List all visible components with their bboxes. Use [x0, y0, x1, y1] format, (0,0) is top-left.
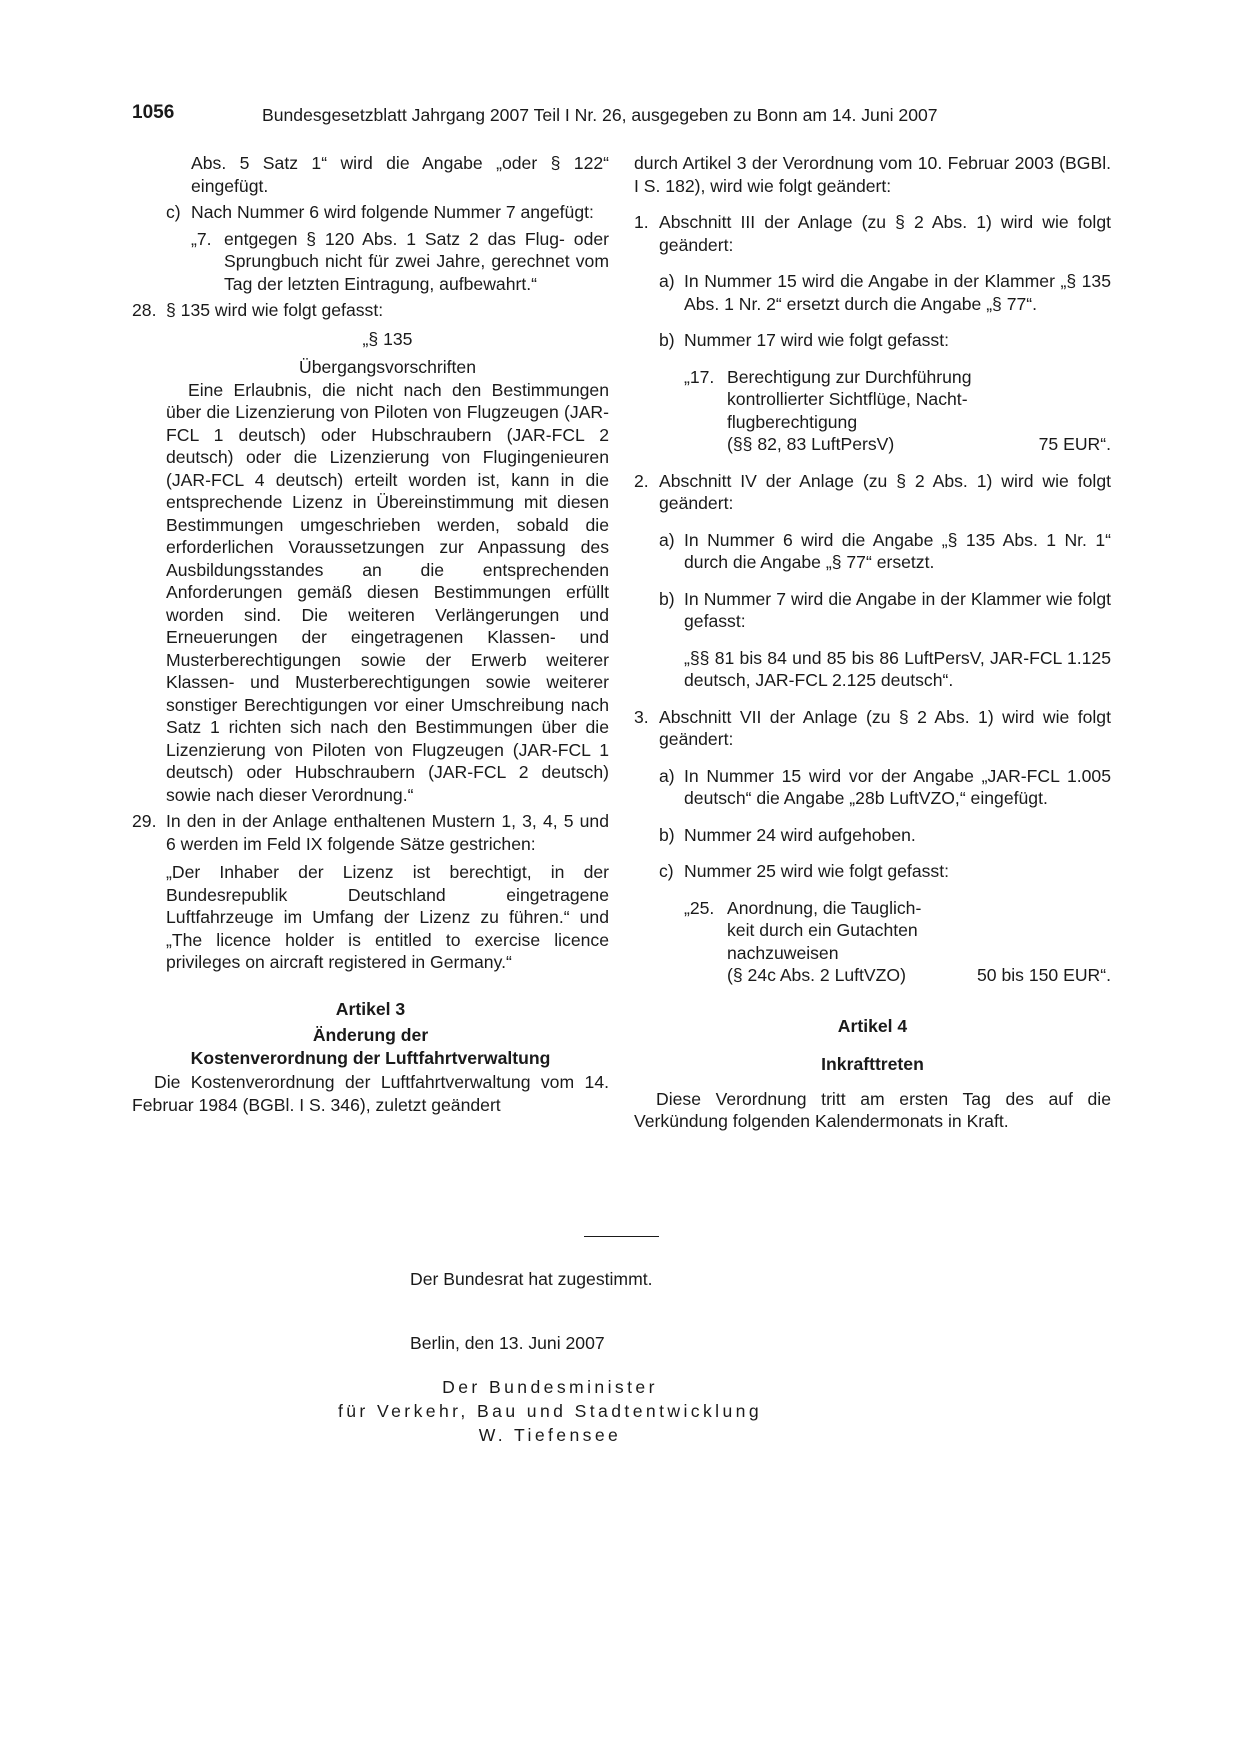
item-3a-label: a)	[659, 765, 675, 786]
article-4-title: Inkrafttreten	[821, 1054, 924, 1074]
item-3c-text: Nummer 25 wird wie folgt gefasst:	[684, 861, 949, 881]
item-1b-17-label: „17.	[684, 366, 715, 387]
paragraph-135-title: Übergangsvorschriften	[298, 357, 476, 377]
page-number: 1056	[132, 102, 175, 123]
item-2b-text: In Nummer 7 wird die Angabe in der Klammer wie folgt gefasst:	[684, 588, 1111, 631]
item-3c-25-fee: 50 bis 150 EUR“.	[977, 965, 1111, 985]
item-29-label: 29.	[132, 811, 157, 831]
item-3	[634, 706, 1111, 751]
paragraph-135-text: Eine Erlaubnis, die nicht nach den Bestimmungen über die Lizenzierung von Piloten von Flugzeugen (JAR-FCL 1 deutsch) oder Hubschraubern (JAR-FCL 2 deutsch) oder die Lizenzierung von Flugingenieuren (JAR-FCL 4 deutsch) erteilt worden ist, kann in die entsprechende Lizenz in Übereinstimmung mit diesen Bestimmungen umgeschrieben werden, sobald die erforderlichen Voraussetzungen zur Anpassung des Ausbildungsstandes an die entsprechenden Anforderungen gemäß diesen Bestimmungen erfüllt worden sind. Die weiteren Verlängerungen und Erneuerungen der eingetragenen Klassen- und Musterberechtigungen sowie der Erwerb weiterer Klassen- und Musterberechtigungen sowie weiterer sonstiger Berechtigungen vor einer Umschreibung nach Satz 1 richten sich nach den Bestimmungen über die Lizenzierung von Piloten von Flugzeugen (JAR-FCL 1 deutsch) oder Hubschraubern (JAR-FCL 2 deutsch) sowie nach dieser Verordnung.“	[166, 379, 609, 805]
item-c-7-text: entgegen § 120 Abs. 1 Satz 2 das Flug- oder Sprungbuch nicht für zwei Jahre, gerechnet vom Tag der letzten Eintragung, aufbewahrt.“	[224, 228, 609, 294]
item-2b	[634, 588, 1111, 633]
item-2a	[634, 529, 1111, 574]
item-2	[634, 470, 1111, 515]
place-date: Berlin, den 13. Juni 2007	[410, 1333, 605, 1353]
article-3-continuation: durch Artikel 3 der Verordnung vom 10. Februar 2003 (BGBl. I S. 182), wird wie folgt geändert:	[634, 153, 1111, 196]
item-29-quote: „Der Inhaber der Lizenz ist berechtigt, in der Bundesrepublik Deutschland eingetragene Luftfahrzeuge im Umfang der Lizenz zu führen.“ und „The licence holder is entitled to exercise licence privileges on aircraft registered in Germany.“	[166, 862, 609, 972]
item-1-label: 1.	[634, 212, 649, 232]
right-column	[634, 152, 1111, 1133]
item-3a-text: In Nummer 15 wird vor der Angabe „JAR-FCL 1.005 deutsch“ die Angabe „28b LuftVZO,“ eingefügt.	[684, 765, 1111, 808]
item-1b-label: b)	[659, 330, 675, 350]
item-2b-quote: „§§ 81 bis 84 und 85 bis 86 LuftPersV, JAR-FCL 1.125 deutsch, JAR-FCL 2.125 deutsch“.	[684, 647, 1111, 690]
article-3-title-line2: Kostenverordnung der Luftfahrtverwaltung	[190, 1047, 551, 1068]
item-1a-text: In Nummer 15 wird die Angabe in der Klammer „§ 135 Abs. 1 Nr. 2“ ersetzt durch die Angabe „§ 77“.	[684, 271, 1111, 314]
item-2a-text: In Nummer 6 wird die Angabe „§ 135 Abs. 1 Nr. 1“ durch die Angabe „§ 77“ ersetzt.	[684, 529, 1111, 572]
item-1b-17-line1: Berechtigung zur Durchführung	[727, 366, 972, 387]
item-1-text: Abschnitt III der Anlage (zu § 2 Abs. 1) wird wie folgt geändert:	[659, 212, 1111, 255]
item-c-label: c)	[166, 202, 181, 222]
item-1a	[634, 270, 1111, 315]
item-3c-25-line4: (§ 24c Abs. 2 LuftVZO)	[727, 965, 906, 985]
item-3c-25-line3: nachzuweisen	[727, 942, 839, 963]
item-29-text: In den in der Anlage enthaltenen Mustern 1, 3, 4, 5 und 6 werden im Feld IX folgende Sätze gestrichen:	[166, 811, 609, 854]
article-3-title-line1: Änderung der	[312, 1025, 429, 1045]
item-2-label: 2.	[634, 470, 649, 491]
item-1b-17-line3: flugberechtigung	[727, 411, 858, 432]
item-3c	[634, 860, 1111, 883]
item-1b	[634, 329, 1111, 352]
running-head: Bundesgesetzblatt Jahrgang 2007 Teil I Nr. 26, ausgegeben zu Bonn am 14. Juni 2007	[262, 105, 938, 125]
item-1b-17-line4: (§§ 82, 83 LuftPersV)	[727, 434, 895, 454]
item-3-label: 3.	[634, 706, 649, 727]
item-b-continuation: Abs. 5 Satz 1“ wird die Angabe „oder § 122“ eingefügt.	[191, 153, 609, 196]
item-2-text: Abschnitt IV der Anlage (zu § 2 Abs. 1) wird wie folgt geändert:	[659, 470, 1111, 513]
item-3b-text: Nummer 24 wird aufgehoben.	[684, 824, 916, 845]
consent-note: Der Bundesrat hat zugestimmt.	[410, 1269, 653, 1289]
item-29	[132, 810, 609, 855]
item-3c-25-line2: keit durch ein Gutachten	[727, 920, 918, 940]
item-1b-17-line2: kontrollierter Sichtflüge, Nacht-	[727, 389, 968, 409]
item-1b-17	[634, 366, 1111, 456]
item-28	[132, 299, 609, 322]
item-1b-17-fee: 75 EUR“.	[1038, 434, 1111, 454]
item-3c-25-fee-row	[727, 964, 1111, 987]
item-2b-label: b)	[659, 588, 675, 609]
item-3-text: Abschnitt VII der Anlage (zu § 2 Abs. 1) wird wie folgt geändert:	[659, 706, 1111, 749]
item-3a	[634, 765, 1111, 810]
item-3b-label: b)	[659, 824, 675, 845]
signer-name: W. Tiefensee	[478, 1425, 622, 1445]
item-1b-17-fee-row	[727, 433, 1111, 456]
item-c-text: Nach Nummer 6 wird folgende Nummer 7 angefügt:	[191, 202, 594, 222]
item-3c-label: c)	[659, 861, 674, 881]
item-3c-25	[634, 897, 1111, 987]
article-4-heading: Artikel 4	[837, 1015, 908, 1036]
article-3-text: Die Kostenverordnung der Luftfahrtverwaltung vom 14. Februar 1984 (BGBl. I S. 346), zuletzt geändert	[132, 1072, 609, 1115]
item-c-7-label: „7.	[191, 228, 212, 249]
item-3c-25-label: „25.	[684, 897, 715, 918]
signer-title-line2: für Verkehr, Bau und Stadtentwicklung	[337, 1401, 763, 1421]
item-1b-text: Nummer 17 wird wie folgt gefasst:	[684, 330, 949, 350]
article-3-heading: Artikel 3	[335, 998, 406, 1019]
paragraph-135-number: „§ 135	[362, 328, 413, 349]
item-28-text: § 135 wird wie folgt gefasst:	[166, 300, 384, 320]
item-1	[634, 211, 1111, 256]
article-4-text: Diese Verordnung tritt am ersten Tag des auf die Verkündung folgenden Kalendermonats in Kraft.	[634, 1088, 1111, 1131]
signer-title-line1: Der Bundesminister	[442, 1377, 658, 1397]
item-1a-label: a)	[659, 271, 675, 291]
item-c	[132, 201, 609, 224]
item-3b	[634, 824, 1111, 847]
item-3c-25-line1: Anordnung, die Tauglich-	[727, 897, 922, 918]
separator-rule	[584, 1236, 659, 1237]
item-28-label: 28.	[132, 300, 157, 320]
item-2a-label: a)	[659, 529, 675, 550]
left-column	[132, 152, 609, 1116]
item-c-7	[132, 228, 609, 296]
